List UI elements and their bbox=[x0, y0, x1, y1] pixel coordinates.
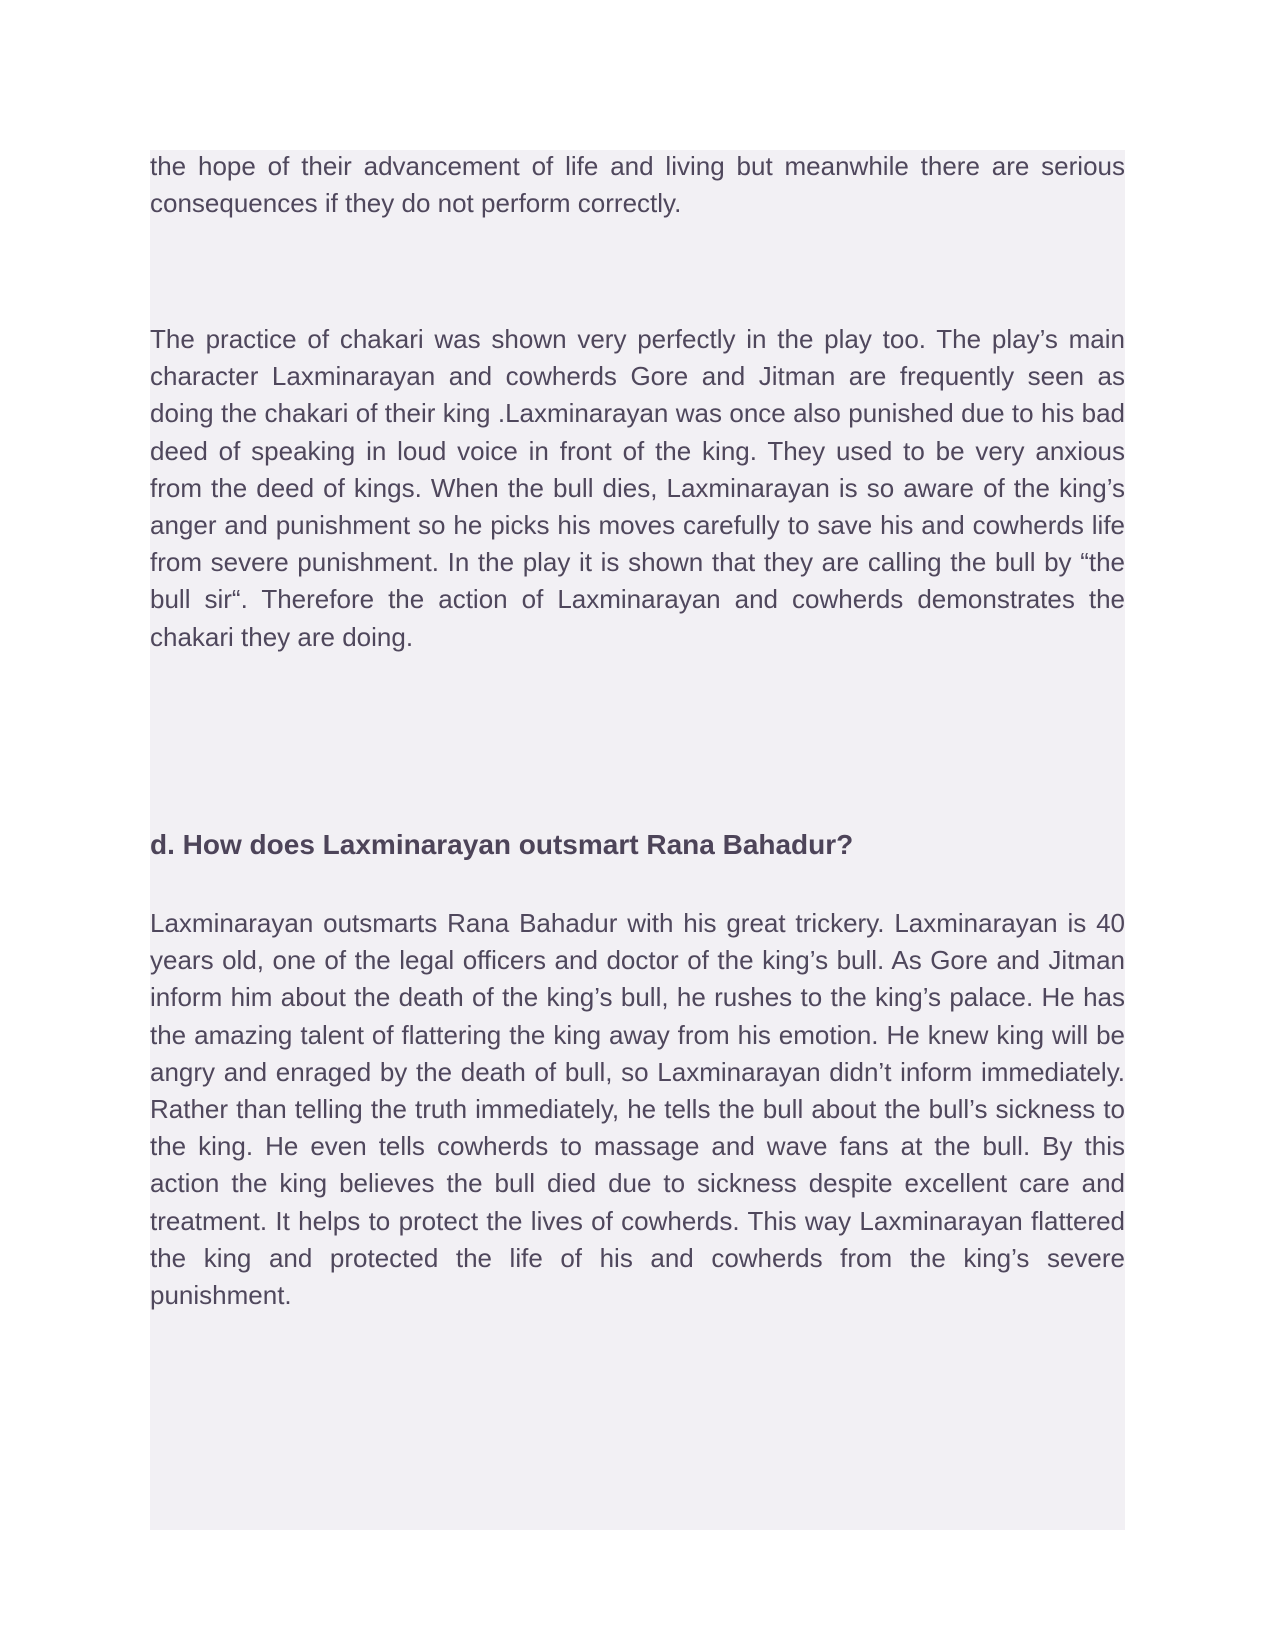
document-body bbox=[150, 150, 1125, 1530]
question-heading: d. How does Laxminarayan outsmart Rana Bahadur? bbox=[150, 829, 854, 860]
paragraph-chakari: The practice of chakari was shown very perfectly in the play too. The play’s main character Laxminarayan and cowherds Gore and Jitman are frequently seen as doing the chakari of their king .Laxminarayan was once also punished due to his bad deed of speaking in loud voice in front of the king. They used to be very anxious from the deed of kings. When the bull dies, Laxminarayan is so aware of the king’s anger and punishment so he picks his moves carefully to save his and cowherds life from severe punishment. In the play it is shown that they are calling the bull by “the bull sir“. Therefore the action of Laxminarayan and cowherds demonstrates the chakari they are doing. bbox=[150, 324, 1125, 652]
paragraph-answer: Laxminarayan outsmarts Rana Bahadur with his great trickery. Laxminarayan is 40 years old, one of the legal officers and doctor of the king’s bull. As Gore and Jitman inform him about the death of the king’s bull, he rushes to the king’s palace. He has the amazing talent of flattering the king away from his emotion. He knew king will be angry and enraged by the death of bull, so Laxminarayan didn’t inform immediately. Rather than telling the truth immediately, he tells the bull about the bull’s sickness to the king. He even tells cowherds to massage and wave fans at the bull. By this action the king believes the bull died due to sickness despite excellent care and treatment. It helps to protect the lives of cowherds. This way Laxminarayan flattered the king and protected the life of his and cowherds from the king’s severe punishment. bbox=[150, 908, 1125, 1311]
paragraph-continuation: the hope of their advancement of life and living but meanwhile there are serious consequences if they do not perform correctly. bbox=[150, 151, 1125, 219]
